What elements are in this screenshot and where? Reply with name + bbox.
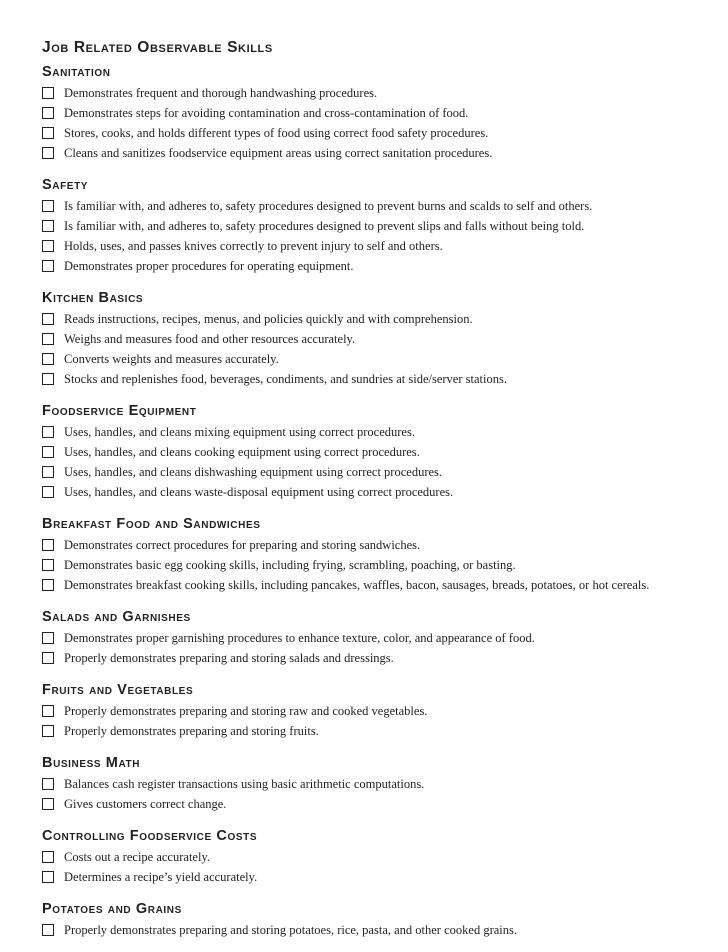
- skill-list: [42, 422, 702, 502]
- skill-checkbox[interactable]: [42, 559, 54, 571]
- skill-item: [42, 422, 702, 442]
- skill-checkbox[interactable]: [42, 107, 54, 119]
- skill-checkbox[interactable]: [42, 871, 54, 883]
- section-heading: Safety: [42, 177, 89, 193]
- skill-checkbox[interactable]: [42, 313, 54, 325]
- skill-item: [42, 701, 702, 721]
- skill-text: Properly demonstrates preparing and storing fruits.: [64, 723, 319, 738]
- skill-checkbox[interactable]: [42, 579, 54, 591]
- skill-text: Uses, handles, and cleans mixing equipment using correct procedures.: [64, 424, 415, 439]
- skill-text: Reads instructions, recipes, menus, and policies quickly and with comprehension.: [64, 311, 473, 326]
- skill-list: [42, 847, 702, 887]
- skill-item: [42, 462, 702, 482]
- skill-item: [42, 721, 702, 741]
- skill-item: [42, 329, 702, 349]
- skill-item: [42, 535, 702, 555]
- skill-checkbox[interactable]: [42, 652, 54, 664]
- skill-section: [42, 514, 702, 595]
- skill-text: Gives customers correct change.: [64, 796, 227, 811]
- skill-item: [42, 309, 702, 329]
- skill-item: [42, 628, 702, 648]
- skill-text: Determines a recipe’s yield accurately.: [64, 869, 258, 884]
- skill-section: [42, 680, 702, 741]
- section-heading: Fruits and Vegetables: [42, 682, 194, 698]
- skill-item: [42, 555, 702, 575]
- skill-item: [42, 83, 702, 103]
- skill-text: Demonstrates proper procedures for operating equipment.: [64, 258, 354, 273]
- section-heading: Foodservice Equipment: [42, 403, 197, 419]
- skill-section: [42, 826, 702, 887]
- skill-checkbox[interactable]: [42, 353, 54, 365]
- skill-item: [42, 103, 702, 123]
- skill-list: [42, 309, 702, 389]
- skill-item: [42, 867, 702, 887]
- skill-checkbox[interactable]: [42, 373, 54, 385]
- skill-item: [42, 847, 702, 867]
- section-heading: Breakfast Food and Sandwiches: [42, 516, 261, 532]
- skill-text: Properly demonstrates preparing and storing potatoes, rice, pasta, and other cooked grains.: [64, 922, 517, 937]
- skill-checkbox[interactable]: [42, 851, 54, 863]
- skill-text: Properly demonstrates preparing and storing raw and cooked vegetables.: [64, 703, 428, 718]
- skill-checkbox[interactable]: [42, 87, 54, 99]
- skill-text: Demonstrates steps for avoiding contamination and cross-contamination of food.: [64, 105, 469, 120]
- skill-checkbox[interactable]: [42, 924, 54, 936]
- skill-text: Uses, handles, and cleans waste-disposal equipment using correct procedures.: [64, 484, 454, 499]
- skill-text: Costs out a recipe accurately.: [64, 849, 211, 864]
- skill-checkbox[interactable]: [42, 798, 54, 810]
- skill-item: [42, 256, 702, 276]
- skill-checkbox[interactable]: [42, 466, 54, 478]
- skill-item: [42, 196, 702, 216]
- skill-text: Balances cash register transactions using basic arithmetic computations.: [64, 776, 425, 791]
- skill-checkbox[interactable]: [42, 705, 54, 717]
- skill-item: [42, 143, 702, 163]
- skill-text: Demonstrates breakfast cooking skills, including pancakes, waffles, bacon, sausages, breads, potatoes, or hot cereals.: [64, 577, 650, 592]
- skill-section: [42, 175, 702, 276]
- skill-section: [42, 753, 702, 814]
- skill-list: [42, 774, 702, 814]
- section-heading: Business Math: [42, 755, 141, 771]
- skill-checkbox[interactable]: [42, 220, 54, 232]
- skill-text: Uses, handles, and cleans cooking equipment using correct procedures.: [64, 444, 420, 459]
- skill-item: [42, 216, 702, 236]
- skill-item: [42, 369, 702, 389]
- skill-item: [42, 794, 702, 814]
- skill-checkbox[interactable]: [42, 486, 54, 498]
- skill-text: Demonstrates frequent and thorough handwashing procedures.: [64, 85, 378, 100]
- skill-text: Holds, uses, and passes knives correctly to prevent injury to self and others.: [64, 238, 443, 253]
- skill-text: Is familiar with, and adheres to, safety procedures designed to prevent burns and scalds to self and others.: [64, 198, 593, 213]
- skill-list: [42, 628, 702, 668]
- section-heading: Salads and Garnishes: [42, 609, 191, 625]
- skill-item: [42, 648, 702, 668]
- skill-list: [42, 83, 702, 163]
- skill-item: [42, 349, 702, 369]
- skill-item: [42, 442, 702, 462]
- skill-checkbox[interactable]: [42, 446, 54, 458]
- skill-item: [42, 920, 702, 940]
- section-heading: Kitchen Basics: [42, 290, 144, 306]
- checklist-page: [42, 38, 702, 952]
- skill-text: Demonstrates proper garnishing procedures to enhance texture, color, and appearance of food.: [64, 630, 535, 645]
- skill-text: Demonstrates correct procedures for preparing and storing sandwiches.: [64, 537, 421, 552]
- skill-section: [42, 62, 702, 163]
- section-heading: Potatoes and Grains: [42, 901, 182, 917]
- skill-item: [42, 482, 702, 502]
- skill-text: Is familiar with, and adheres to, safety procedures designed to prevent slips and falls without being told.: [64, 218, 585, 233]
- skill-text: Cleans and sanitizes foodservice equipment areas using correct sanitation procedures.: [64, 145, 493, 160]
- skill-text: Uses, handles, and cleans dishwashing equipment using correct procedures.: [64, 464, 443, 479]
- skill-list: [42, 701, 702, 741]
- skill-checkbox[interactable]: [42, 333, 54, 345]
- skill-section: [42, 288, 702, 389]
- skill-checkbox[interactable]: [42, 426, 54, 438]
- section-heading: Sanitation: [42, 64, 111, 80]
- skill-checkbox[interactable]: [42, 240, 54, 252]
- skill-checkbox[interactable]: [42, 632, 54, 644]
- skill-text: Stores, cooks, and holds different types of food using correct food safety procedures.: [64, 125, 489, 140]
- section-heading: Controlling Foodservice Costs: [42, 828, 258, 844]
- skill-text: Converts weights and measures accurately.: [64, 351, 279, 366]
- skill-checkbox[interactable]: [42, 127, 54, 139]
- sections-container: [42, 62, 702, 940]
- skill-text: Demonstrates basic egg cooking skills, including frying, scrambling, poaching, or basting.: [64, 557, 516, 572]
- skill-text: Stocks and replenishes food, beverages, condiments, and sundries at side/server stations.: [64, 371, 507, 386]
- skill-checkbox[interactable]: [42, 200, 54, 212]
- skill-section: [42, 607, 702, 668]
- skill-list: [42, 196, 702, 276]
- skill-list: [42, 920, 702, 940]
- skill-text: Weighs and measures food and other resources accurately.: [64, 331, 356, 346]
- page-title: Job Related Observable Skills: [42, 39, 273, 56]
- skill-list: [42, 535, 702, 595]
- skill-section: [42, 401, 702, 502]
- skill-text: Properly demonstrates preparing and storing salads and dressings.: [64, 650, 394, 665]
- skill-item: [42, 575, 702, 595]
- skill-item: [42, 123, 702, 143]
- skill-checkbox[interactable]: [42, 725, 54, 737]
- skill-item: [42, 236, 702, 256]
- skill-checkbox[interactable]: [42, 260, 54, 272]
- skill-checkbox[interactable]: [42, 778, 54, 790]
- skill-checkbox[interactable]: [42, 147, 54, 159]
- skill-section: [42, 899, 702, 940]
- skill-item: [42, 774, 702, 794]
- skill-checkbox[interactable]: [42, 539, 54, 551]
